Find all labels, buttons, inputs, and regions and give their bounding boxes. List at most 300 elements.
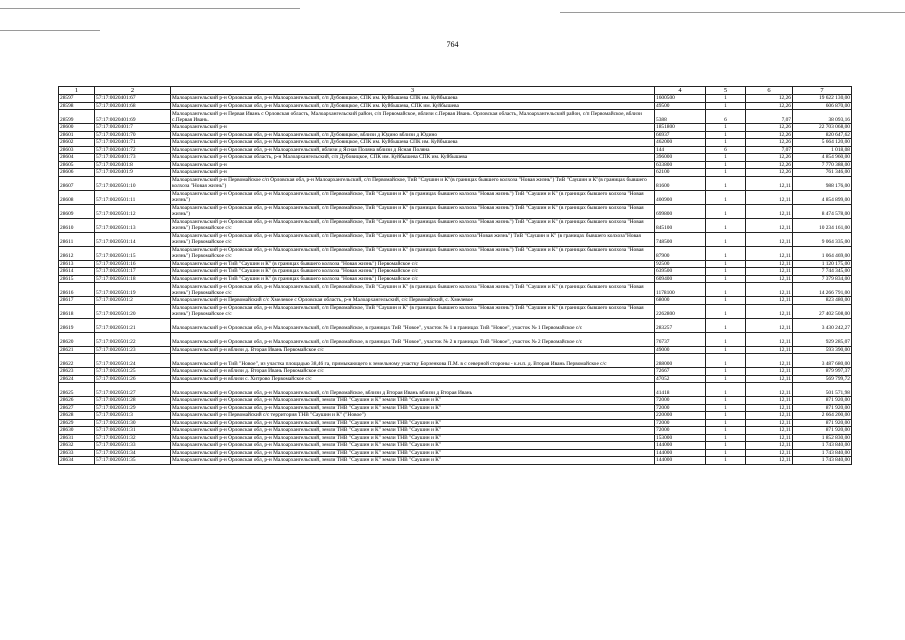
record-number-cell: 28611 xyxy=(59,232,95,246)
record-number-cell: 28600 xyxy=(59,124,95,132)
rate-cell: 12,26 xyxy=(746,95,793,103)
cadastral-number-cell: 57:17:0020501:14 xyxy=(95,232,171,246)
cadastral-number-cell: 57:17:0020501:27 xyxy=(95,383,171,397)
cadastral-value-cell: 871 920,00 xyxy=(793,397,852,405)
address-cell: Малоархангельский р-н Первомайский с/с территория ТНВ "Саушин и К" ("Новое") xyxy=(171,412,655,420)
table-row xyxy=(59,275,852,283)
rate-cell: 12,11 xyxy=(746,427,793,435)
category-cell: 6 xyxy=(706,146,746,154)
table-row xyxy=(59,139,852,147)
area-cell: 1600500 xyxy=(655,95,706,103)
table-row xyxy=(59,190,852,204)
cadastral-number-cell: 57:17:0020501:19 xyxy=(95,283,171,297)
category-cell: 1 xyxy=(706,268,746,276)
cadastral-value-cell: 3 487 680,00 xyxy=(793,354,852,368)
cadastral-value-cell: 5 664 120,00 xyxy=(793,139,852,147)
table-row xyxy=(59,427,852,435)
record-number-cell: 28628 xyxy=(59,412,95,420)
scan-artifact-line xyxy=(0,30,100,31)
rate-cell: 7,07 xyxy=(746,146,793,154)
area-cell: 845100 xyxy=(655,218,706,232)
record-number-cell: 28606 xyxy=(59,169,95,177)
category-cell: 1 xyxy=(706,332,746,346)
category-cell: 1 xyxy=(706,283,746,297)
table-row xyxy=(59,246,852,260)
table-row xyxy=(59,169,852,177)
rate-cell: 12,26 xyxy=(746,131,793,139)
address-cell: Малоархангельский р-н Орловская обл, р-н Малоархангельский, земли ТНВ "Саушин и К" земли ТНВ "Саушин и К" xyxy=(171,419,655,427)
cadastral-value-cell: 1 852 830,00 xyxy=(793,434,852,442)
table-row xyxy=(59,95,852,103)
area-cell: 748500 xyxy=(655,232,706,246)
cadastral-number-cell: 57:17:0020501:35 xyxy=(95,457,171,465)
record-number-cell: 28608 xyxy=(59,190,95,204)
record-number-cell: 28603 xyxy=(59,146,95,154)
record-number-cell: 28610 xyxy=(59,218,95,232)
area-cell: 72000 xyxy=(655,427,706,435)
rate-cell: 12,11 xyxy=(746,419,793,427)
cadastral-value-cell: 10 234 161,00 xyxy=(793,218,852,232)
category-cell: 1 xyxy=(706,204,746,218)
record-number-cell: 28612 xyxy=(59,246,95,260)
table-row xyxy=(59,457,852,465)
table-row xyxy=(59,161,852,169)
rate-cell: 12,11 xyxy=(746,318,793,332)
cadastral-number-cell: 57:17:0020401:73 xyxy=(95,154,171,162)
address-cell: Малоархангельский р-н Орловская обл, р-н Малоархангельский, земли ТНВ "Саушин и К" земли ТНВ "Саушин и К" xyxy=(171,427,655,435)
category-cell: 1 xyxy=(706,169,746,177)
area-cell: 633800 xyxy=(655,161,706,169)
cadastral-number-cell: 57:17:0020501:22 xyxy=(95,332,171,346)
rate-cell: 12,11 xyxy=(746,304,793,318)
column-header: 4 xyxy=(655,87,706,95)
table-row xyxy=(59,154,852,162)
record-number-cell: 28630 xyxy=(59,427,95,435)
column-header: 7 xyxy=(793,87,852,95)
cadastral-value-cell: 14 266 791,00 xyxy=(793,283,852,297)
address-cell: Малоархангельский р-н Первомайский с/с Хмелевое с Орловская область, р-н Малоархангельский, с/с Первомайский, с. Хмелевое xyxy=(171,297,655,305)
cadastral-value-cell: 1 064 469,00 xyxy=(793,246,852,260)
rate-cell: 12,11 xyxy=(746,218,793,232)
page-number: 764 xyxy=(446,40,459,49)
address-cell: Малоархангельский р-н Орловская обл, р-н Малоархангельский, земли ТНВ "Саушин и К" земли ТНВ "Саушин и К" xyxy=(171,404,655,412)
record-number-cell: 28622 xyxy=(59,354,95,368)
category-cell: 1 xyxy=(706,419,746,427)
category-cell: 1 xyxy=(706,139,746,147)
record-number-cell: 28604 xyxy=(59,154,95,162)
table-row xyxy=(59,124,852,132)
record-number-cell: 28625 xyxy=(59,383,95,397)
cadastral-number-cell: 57:17:0020501:15 xyxy=(95,246,171,260)
area-cell: 1851800 xyxy=(655,124,706,132)
rate-cell: 12,11 xyxy=(746,275,793,283)
cadastral-number-cell: 57:17:0020501:32 xyxy=(95,434,171,442)
area-cell: 72667 xyxy=(655,368,706,376)
address-cell: Малоархангельский р-н Орловская обл, р-н Малоархангельский, с/п Первомайское, в границах ТиВ "Новое", участок № 2 в границах ТиВ "Новое", участок № 2 Первомайское с/с xyxy=(171,332,655,346)
category-cell: 1 xyxy=(706,383,746,397)
category-cell: 1 xyxy=(706,412,746,420)
cadastral-value-cell: 4 854 960,00 xyxy=(793,154,852,162)
table-row xyxy=(59,176,852,190)
category-cell: 1 xyxy=(706,297,746,305)
cadastral-value-cell: 27 402 508,00 xyxy=(793,304,852,318)
area-cell: 220000 xyxy=(655,412,706,420)
cadastral-value-cell: 929 285,07 xyxy=(793,332,852,346)
address-cell: Малоархангельский р-н Орловская обл, р-н Малоархангельский, земли ТНВ "Саушин и К" земли ТНВ "Саушин и К" xyxy=(171,434,655,442)
category-cell: 1 xyxy=(706,354,746,368)
cadastral-number-cell: 57:17:0020501:33 xyxy=(95,442,171,450)
area-cell: 76737 xyxy=(655,332,706,346)
address-cell: Малоархангельский р-н xyxy=(171,161,655,169)
category-cell: 1 xyxy=(706,318,746,332)
category-cell: 1 xyxy=(706,457,746,465)
table-row xyxy=(59,218,852,232)
area-cell: 400900 xyxy=(655,190,706,204)
address-cell: Малоархангельский р-н вблизи д. Вторая Ивань Первомайское с/с xyxy=(171,368,655,376)
column-header: 1 xyxy=(59,87,95,95)
address-cell: Малоархангельский р-н Орловская обл, р-н Малоархангельский, с/п Дубовицкое, СПК им. Куйбышева СПК им. Куйбышева xyxy=(171,139,655,147)
address-cell: Малоархангельский р-н ТиВ "Саушин и К" (в границах бывшего колхоза "Новая жизнь") Первомайское с/с xyxy=(171,275,655,283)
area-cell: 699800 xyxy=(655,204,706,218)
column-header: 6 xyxy=(746,87,793,95)
cadastral-number-cell: 57:17:0020501:12 xyxy=(95,204,171,218)
category-cell: 1 xyxy=(706,124,746,132)
record-number-cell: 28615 xyxy=(59,275,95,283)
cadastral-number-cell: 57:17:0020501:10 xyxy=(95,176,171,190)
rate-cell: 12,11 xyxy=(746,375,793,383)
cadastral-value-cell: 4 854 899,00 xyxy=(793,190,852,204)
record-number-cell: 28599 xyxy=(59,110,95,124)
cadastral-value-cell: 1 743 840,00 xyxy=(793,457,852,465)
rate-cell: 12,26 xyxy=(746,139,793,147)
area-cell: 68000 xyxy=(655,297,706,305)
rate-cell: 12,11 xyxy=(746,297,793,305)
cadastral-number-cell: 57:17:0020501:3 xyxy=(95,412,171,420)
area-cell: 639500 xyxy=(655,268,706,276)
address-cell: Малоархангельский р-н вблизи с. Хитрово Первомайское с/с xyxy=(171,375,655,383)
area-cell: 41418 xyxy=(655,383,706,397)
cadastral-value-cell: 1 743 840,00 xyxy=(793,449,852,457)
cadastral-value-cell: 761 346,00 xyxy=(793,169,852,177)
table-row xyxy=(59,332,852,346)
cadastral-value-cell: 823 480,00 xyxy=(793,297,852,305)
record-number-cell: 28613 xyxy=(59,260,95,268)
category-cell: 1 xyxy=(706,246,746,260)
record-number-cell: 28607 xyxy=(59,176,95,190)
area-cell: 62100 xyxy=(655,169,706,177)
area-cell: 153000 xyxy=(655,434,706,442)
category-cell: 1 xyxy=(706,102,746,110)
area-cell: 462000 xyxy=(655,139,706,147)
table-row xyxy=(59,146,852,154)
cadastral-value-cell: 820 647,62 xyxy=(793,131,852,139)
rate-cell: 12,11 xyxy=(746,204,793,218)
cadastral-value-cell: 3 430 242,27 xyxy=(793,318,852,332)
rate-cell: 12,11 xyxy=(746,404,793,412)
cadastral-number-cell: 57:17:0020501:25 xyxy=(95,368,171,376)
record-number-cell: 28629 xyxy=(59,419,95,427)
address-cell: Малоархангельский р-н вблизи д. Вторая Ивань Первомайское с/с xyxy=(171,346,655,354)
rate-cell: 12,11 xyxy=(746,246,793,260)
cadastral-value-cell: 871 920,00 xyxy=(793,419,852,427)
cadastral-number-cell: 57:17:0020401:71 xyxy=(95,139,171,147)
cadastral-value-cell: 501 571,98 xyxy=(793,383,852,397)
record-number-cell: 28597 xyxy=(59,95,95,103)
rate-cell: 12,11 xyxy=(746,176,793,190)
address-cell: Малоархангельский р-н Орловская обл, р-н Малоархангельский, с/п Первомайское, ТиВ "Саушин и К" (в границах бывшего колхоза"Новая жизнь") ТиВ "Саушин и К" (в границах бывшего колхоза"Новая жизнь") Первомайское с/с xyxy=(171,232,655,246)
rate-cell: 12,26 xyxy=(746,154,793,162)
area-cell: 47052 xyxy=(655,375,706,383)
cadastral-value-cell: 871 920,00 xyxy=(793,427,852,435)
column-header: 5 xyxy=(706,87,746,95)
table-row xyxy=(59,268,852,276)
record-number-cell: 28626 xyxy=(59,397,95,405)
cadastral-value-cell: 19 622 130,00 xyxy=(793,95,852,103)
record-number-cell: 28617 xyxy=(59,297,95,305)
address-cell: Малоархангельский р-н Орловская обл, р-н Малоархангельский, с/п Дубовицкое, вблизи д Юдино вблизи д Юдино xyxy=(171,131,655,139)
address-cell: Малоархангельский р-н xyxy=(171,124,655,132)
rate-cell: 12,11 xyxy=(746,442,793,450)
cadastral-value-cell: 1 120 175,00 xyxy=(793,260,852,268)
record-number-cell: 28620 xyxy=(59,332,95,346)
record-number-cell: 28624 xyxy=(59,375,95,383)
rate-cell: 12,26 xyxy=(746,102,793,110)
address-cell: Малоархангельский р-н Орловская область, р-н Малоархангельский, с/п Дубовицкое, СПК им. Куйбышева СПК им. Куйбышева xyxy=(171,154,655,162)
area-cell: 49500 xyxy=(655,102,706,110)
rate-cell: 12,11 xyxy=(746,260,793,268)
area-cell: 66937 xyxy=(655,131,706,139)
area-cell: 72000 xyxy=(655,404,706,412)
cadastral-number-cell: 57:17:0020401:9 xyxy=(95,169,171,177)
category-cell: 1 xyxy=(706,397,746,405)
cadastral-number-cell: 57:17:0020501:30 xyxy=(95,419,171,427)
cadastral-value-cell: 7 379 834,00 xyxy=(793,275,852,283)
table-row xyxy=(59,404,852,412)
address-cell: Малоархангельский р-н Орловская обл, р-н Малоархангельский, с/п Первомайское, вблизи д Вторая Ивань вблизи д Вторая Ивань xyxy=(171,383,655,397)
record-number-cell: 28609 xyxy=(59,204,95,218)
cadastral-value-cell: 2 664 200,00 xyxy=(793,412,852,420)
table-row xyxy=(59,318,852,332)
cadastral-value-cell: 38 093,16 xyxy=(793,110,852,124)
area-cell: 49000 xyxy=(655,346,706,354)
rate-cell: 12,11 xyxy=(746,354,793,368)
category-cell: 1 xyxy=(706,346,746,354)
record-number-cell: 28619 xyxy=(59,318,95,332)
record-number-cell: 28623 xyxy=(59,368,95,376)
category-cell: 1 xyxy=(706,260,746,268)
cadastral-number-cell: 57:17:0020501:11 xyxy=(95,190,171,204)
record-number-cell: 28634 xyxy=(59,457,95,465)
address-cell: Малоархангельский р-н Орловская обл, р-н Малоархангельский, с/п Дубовицкое, СПК им. Куйбышева СПК им. Куйбышева xyxy=(171,95,655,103)
rate-cell: 12,11 xyxy=(746,232,793,246)
record-number-cell: 28598 xyxy=(59,102,95,110)
category-cell: 1 xyxy=(706,434,746,442)
table-row xyxy=(59,354,852,368)
record-number-cell: 28618 xyxy=(59,304,95,318)
address-cell: Малоархангельский р-н Орловская обл, р-н Малоархангельский, с/п Первомайское, ТиВ "Саушин и К" (в границах бывшего колхоза "Новая жизнь") ТиВ "Саушин и К" (в границах бывшего колхоза "Новая жизнь") xyxy=(171,204,655,218)
category-cell: 1 xyxy=(706,131,746,139)
table-row xyxy=(59,204,852,218)
category-cell: 1 xyxy=(706,190,746,204)
area-cell: 2262800 xyxy=(655,304,706,318)
area-cell: 87900 xyxy=(655,246,706,260)
record-number-cell: 28631 xyxy=(59,434,95,442)
rate-cell: 12,26 xyxy=(746,124,793,132)
cadastral-value-cell: 1 018,08 xyxy=(793,146,852,154)
address-cell: Малоархангельский р-н Орловская обл, р-н Малоархангельский, с/п Первомайское, ТиВ "Саушин и К" (в границах бывшего колхоза "Новая жизнь") ТиВ "Саушин и К" (в границах бывшего колхоза "Новая жизнь") Первомайское с/с xyxy=(171,304,655,318)
cadastral-number-cell: 57:17:0020501:21 xyxy=(95,318,171,332)
table-row xyxy=(59,434,852,442)
cadastral-value-cell: 606 870,00 xyxy=(793,102,852,110)
table-row xyxy=(59,260,852,268)
rate-cell: 12,11 xyxy=(746,383,793,397)
address-cell: Малоархангельский р-н Орловская обл, р-н Малоархангельский, земли ТНВ "Саушин и К" земли ТНВ "Саушин и К" xyxy=(171,457,655,465)
table-row xyxy=(59,419,852,427)
cadastral-value-cell: 8 474 578,00 xyxy=(793,204,852,218)
area-cell: 72000 xyxy=(655,397,706,405)
address-cell: Малоархангельский р-н Орловская обл, р-н Малоархангельский, земли ТНВ "Саушин и К" земли ТНВ "Саушин и К" xyxy=(171,442,655,450)
table-row xyxy=(59,102,852,110)
record-number-cell: 28601 xyxy=(59,131,95,139)
category-cell: 1 xyxy=(706,218,746,232)
area-cell: 5388 xyxy=(655,110,706,124)
land-registry-table xyxy=(58,86,852,465)
cadastral-value-cell: 879 997,37 xyxy=(793,368,852,376)
rate-cell: 12,11 xyxy=(746,449,793,457)
cadastral-number-cell: 57:17:0020501:13 xyxy=(95,218,171,232)
rate-cell: 12,11 xyxy=(746,368,793,376)
category-cell: 1 xyxy=(706,404,746,412)
rate-cell: 12,11 xyxy=(746,397,793,405)
table-row xyxy=(59,131,852,139)
table-row xyxy=(59,368,852,376)
rate-cell: 12,11 xyxy=(746,412,793,420)
table-row xyxy=(59,283,852,297)
area-cell: 81600 xyxy=(655,176,706,190)
rate-cell: 12,11 xyxy=(746,268,793,276)
cadastral-number-cell: 57:17:0020501:28 xyxy=(95,397,171,405)
cadastral-number-cell: 57:17:0020501:26 xyxy=(95,375,171,383)
cadastral-number-cell: 57:17:0020501:17 xyxy=(95,268,171,276)
cadastral-number-cell: 57:17:0020501:23 xyxy=(95,346,171,354)
address-cell: Малоархангельский р-н Орловская обл, р-н Малоархангельский, земли ТНВ "Саушин и К" земли ТНВ "Саушин и К" xyxy=(171,397,655,405)
table-row xyxy=(59,297,852,305)
area-cell: 144000 xyxy=(655,457,706,465)
category-cell: 1 xyxy=(706,154,746,162)
column-header: 3 xyxy=(171,87,655,95)
cadastral-number-cell: 57:17:0020401:67 xyxy=(95,95,171,103)
cadastral-number-cell: 57:17:0020501:34 xyxy=(95,449,171,457)
rate-cell: 12,11 xyxy=(746,346,793,354)
category-cell: 1 xyxy=(706,449,746,457)
record-number-cell: 28627 xyxy=(59,404,95,412)
area-cell: 144000 xyxy=(655,442,706,450)
area-cell: 144000 xyxy=(655,449,706,457)
column-header: 2 xyxy=(95,87,171,95)
category-cell: 1 xyxy=(706,95,746,103)
record-number-cell: 28605 xyxy=(59,161,95,169)
cadastral-value-cell: 871 920,00 xyxy=(793,404,852,412)
cadastral-value-cell: 569 799,72 xyxy=(793,375,852,383)
address-cell: Малоархангельский р-н ТиВ "Саушин и К" (в границах бывшего колхоза "Новая жизнь") Первомайское с/с xyxy=(171,260,655,268)
area-cell: 92500 xyxy=(655,260,706,268)
category-cell: 1 xyxy=(706,161,746,169)
record-number-cell: 28621 xyxy=(59,346,95,354)
address-cell: Малоархангельский р-н Орловская обл, р-н Малоархангельский, с/п Первомайское, ТиВ "Саушин и К" (в границах бывшего колхоза "Новая жизнь") ТиВ "Саушин и К" (в границах бывшего колхоза "Новая жизнь") Первомайское с/с xyxy=(171,246,655,260)
category-cell: 1 xyxy=(706,232,746,246)
table-row xyxy=(59,412,852,420)
category-cell: 1 xyxy=(706,368,746,376)
table-row xyxy=(59,383,852,397)
category-cell: 6 xyxy=(706,110,746,124)
category-cell: 1 xyxy=(706,427,746,435)
address-cell: Малоархангельский р-н xyxy=(171,169,655,177)
rate-cell: 7,07 xyxy=(746,110,793,124)
cadastral-value-cell: 1 743 840,00 xyxy=(793,442,852,450)
address-cell: Малоархангельский р-н Орловская обл, р-н Малоархангельский, земли ТНВ "Саушин и К" земли ТНВ "Саушин и К" xyxy=(171,449,655,457)
rate-cell: 12,11 xyxy=(746,332,793,346)
cadastral-value-cell: 7 744 345,00 xyxy=(793,268,852,276)
cadastral-value-cell: 22 703 068,00 xyxy=(793,124,852,132)
cadastral-number-cell: 57:17:0020401:70 xyxy=(95,131,171,139)
area-cell: 1178100 xyxy=(655,283,706,297)
area-cell: 144 xyxy=(655,146,706,154)
cadastral-number-cell: 57:17:0020501:31 xyxy=(95,427,171,435)
address-cell: Малоархангельский р-н ТиВ "Новое", из участка площадью 38,46 га, примыкающего к земельному участку Борзенкова П.М. в с северной стороны - к.н.п. д. Вторая Ивань Первомайское с/с xyxy=(171,354,655,368)
address-cell: Малоархангельский р-н Орловская обл, р-н Малоархангельский, с/п Первомайское, ТиВ "Саушин и К" (в границах бывшего колхоза "Новая жизнь") ТиВ "Саушин и К" (в границах бывшего колхоза "Новая жизнь") Первомайское с/с xyxy=(171,283,655,297)
area-cell: 396000 xyxy=(655,154,706,162)
table-row xyxy=(59,110,852,124)
table-row xyxy=(59,232,852,246)
rate-cell: 12,11 xyxy=(746,190,793,204)
address-cell: Малоархангельский р-н Орловская обл, р-н Малоархангельский, с/п Первомайское, ТиВ "Саушин и К" (в границах бывшего колхоза "Новая жизнь") ТиВ "Саушин и К" (в границах бывшего колхоза "Новая жизнь") Первомайское с/с xyxy=(171,218,655,232)
cadastral-number-cell: 57:17:0020401:7 xyxy=(95,124,171,132)
record-number-cell: 28602 xyxy=(59,139,95,147)
category-cell: 1 xyxy=(706,275,746,283)
rate-cell: 12,11 xyxy=(746,283,793,297)
table-row xyxy=(59,375,852,383)
area-cell: 288000 xyxy=(655,354,706,368)
address-cell: Малоархангельский р-н Орловская обл, р-н Малоархангельский, с/п Дубовицкое, СПК им. Куйбышева, СПК им. Куйбышева xyxy=(171,102,655,110)
table-row xyxy=(59,397,852,405)
cadastral-value-cell: 9 064 335,00 xyxy=(793,232,852,246)
cadastral-number-cell: 57:17:0020501:29 xyxy=(95,404,171,412)
rate-cell: 12,11 xyxy=(746,457,793,465)
cadastral-value-cell: 593 390,00 xyxy=(793,346,852,354)
cadastral-number-cell: 57:17:0020501:20 xyxy=(95,304,171,318)
record-number-cell: 28633 xyxy=(59,449,95,457)
cadastral-number-cell: 57:17:0020501:2 xyxy=(95,297,171,305)
cadastral-number-cell: 57:17:0020501:18 xyxy=(95,275,171,283)
cadastral-number-cell: 57:17:0020401:72 xyxy=(95,146,171,154)
address-cell: Малоархангельский р-н Орловская обл, р-н Малоархангельский, с/п Первомайское, ТиВ "Саушин и К" (в границах бывшего колхоза "Новая жизнь") ТиВ "Саушин и К" (в границах бывшего колхоза "Новая жизнь") xyxy=(171,190,655,204)
cadastral-number-cell: 57:17:0020501:24 xyxy=(95,354,171,368)
cadastral-number-cell: 57:17:0020401:68 xyxy=(95,102,171,110)
cadastral-number-cell: 57:17:0020401:8 xyxy=(95,161,171,169)
record-number-cell: 28632 xyxy=(59,442,95,450)
address-cell: Малоархангельский р-н Первая Ивань с Орловская область, Малоархангельский район, с/п Первомайское, вблизи с.Первая Ивань. Орловская область, Малоархангельский район, с/п Первомайское, вблизи с.Первая Ивань. xyxy=(171,110,655,124)
table-row xyxy=(59,449,852,457)
table-row xyxy=(59,304,852,318)
address-cell: Малоархангельский р-н Первомайское с/п Орловская обл, р-н Малоархангельский, с/п Первомайское, ТиВ "Саушин и К"(в границах бывшего колхоза "Новая жизнь") ТиВ "Саушин и К"(в границах бывшего колхоза "Новая жизнь") xyxy=(171,176,655,190)
category-cell: 1 xyxy=(706,304,746,318)
table-header-row xyxy=(59,87,852,95)
area-cell: 283257 xyxy=(655,318,706,332)
category-cell: 1 xyxy=(706,442,746,450)
table-row xyxy=(59,346,852,354)
cadastral-value-cell: 7 770 388,00 xyxy=(793,161,852,169)
area-cell: 609400 xyxy=(655,275,706,283)
